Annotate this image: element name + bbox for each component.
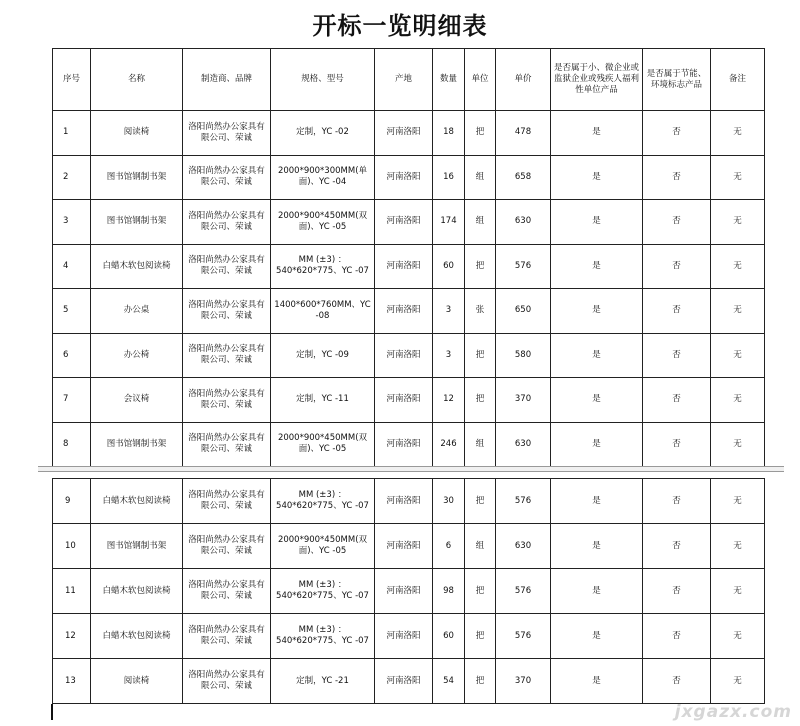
header-cell-green-product: 是否属于节能、环境标志产品 — [643, 49, 711, 111]
cell-no: 10 — [53, 524, 91, 569]
cell-unit: 组 — [465, 155, 496, 200]
cell-green-product: 否 — [643, 479, 711, 524]
cell-green-product: 否 — [643, 378, 711, 423]
cell-spec: 定制，YC -09 — [271, 333, 375, 378]
bid-table-part1 — [52, 48, 765, 467]
page-break-divider — [38, 466, 784, 472]
cell-price: 576 — [496, 244, 551, 289]
cell-unit: 把 — [465, 244, 496, 289]
cell-origin: 河南洛阳 — [375, 659, 433, 704]
cell-small-enterprise: 是 — [551, 479, 643, 524]
cell-maker: 洛阳尚然办公家具有限公司、荣诚 — [183, 378, 271, 423]
cell-note: 无 — [711, 155, 765, 200]
cell-maker: 洛阳尚然办公家具有限公司、荣诚 — [183, 569, 271, 614]
cell-small-enterprise: 是 — [551, 200, 643, 245]
cell-price: 630 — [496, 422, 551, 467]
cell-qty: 60 — [433, 244, 465, 289]
cell-no: 13 — [53, 659, 91, 704]
cell-qty: 3 — [433, 333, 465, 378]
cell-origin: 河南洛阳 — [375, 111, 433, 156]
cell-spec: 定制，YC -02 — [271, 111, 375, 156]
cell-price: 370 — [496, 659, 551, 704]
cell-qty: 12 — [433, 378, 465, 423]
cell-small-enterprise: 是 — [551, 289, 643, 334]
cell-no: 6 — [53, 333, 91, 378]
table-row — [53, 422, 765, 467]
cell-no: 5 — [53, 289, 91, 334]
cell-green-product: 否 — [643, 289, 711, 334]
header-cell-qty: 数量 — [433, 49, 465, 111]
cell-origin: 河南洛阳 — [375, 200, 433, 245]
cell-no: 9 — [53, 479, 91, 524]
cell-unit: 把 — [465, 614, 496, 659]
cell-spec: 定制，YC -21 — [271, 659, 375, 704]
cell-small-enterprise: 是 — [551, 422, 643, 467]
cell-note: 无 — [711, 378, 765, 423]
cell-small-enterprise: 是 — [551, 111, 643, 156]
cell-qty: 54 — [433, 659, 465, 704]
cell-price: 630 — [496, 200, 551, 245]
table-row — [53, 111, 765, 156]
cell-maker: 洛阳尚然办公家具有限公司、荣诚 — [183, 659, 271, 704]
cell-unit: 把 — [465, 659, 496, 704]
cell-qty: 6 — [433, 524, 465, 569]
cell-unit: 组 — [465, 422, 496, 467]
cell-note: 无 — [711, 333, 765, 378]
cell-origin: 河南洛阳 — [375, 378, 433, 423]
cell-spec: 1400*600*760MM、YC -08 — [271, 289, 375, 334]
cell-spec: 2000*900*450MM(双面)、YC -05 — [271, 200, 375, 245]
cell-price: 658 — [496, 155, 551, 200]
cell-origin: 河南洛阳 — [375, 333, 433, 378]
cell-maker: 洛阳尚然办公家具有限公司、荣诚 — [183, 479, 271, 524]
cell-name: 白蜡木软包阅读椅 — [91, 614, 183, 659]
table-row — [53, 479, 765, 524]
cell-green-product: 否 — [643, 524, 711, 569]
cell-price: 576 — [496, 479, 551, 524]
cell-price: 650 — [496, 289, 551, 334]
cell-maker: 洛阳尚然办公家具有限公司、荣诚 — [183, 155, 271, 200]
cell-price: 370 — [496, 378, 551, 423]
table-row — [53, 659, 765, 704]
cell-green-product: 否 — [643, 200, 711, 245]
cell-note: 无 — [711, 422, 765, 467]
header-cell-small-enterprise: 是否属于小、微企业或监狱企业或残疾人福利性单位产品 — [551, 49, 643, 111]
cell-name: 白蜡木软包阅读椅 — [91, 244, 183, 289]
cell-green-product: 否 — [643, 569, 711, 614]
cell-origin: 河南洛阳 — [375, 479, 433, 524]
cell-spec: 2000*900*450MM(双面)、YC -05 — [271, 524, 375, 569]
cell-spec: 2000*900*300MM(单面)、YC -04 — [271, 155, 375, 200]
table-row — [53, 155, 765, 200]
cell-name: 阅读椅 — [91, 111, 183, 156]
cell-unit: 把 — [465, 479, 496, 524]
cell-no: 12 — [53, 614, 91, 659]
cell-small-enterprise: 是 — [551, 333, 643, 378]
cell-no: 3 — [53, 200, 91, 245]
cell-note: 无 — [711, 244, 765, 289]
cell-small-enterprise: 是 — [551, 524, 643, 569]
cell-origin: 河南洛阳 — [375, 524, 433, 569]
cell-origin: 河南洛阳 — [375, 289, 433, 334]
cell-no: 2 — [53, 155, 91, 200]
cell-small-enterprise: 是 — [551, 378, 643, 423]
header-cell-no: 序号 — [53, 49, 91, 111]
cell-qty: 16 — [433, 155, 465, 200]
header-cell-spec: 规格、型号 — [271, 49, 375, 111]
cell-note: 无 — [711, 200, 765, 245]
cell-qty: 60 — [433, 614, 465, 659]
table-row — [53, 289, 765, 334]
cell-green-product: 否 — [643, 333, 711, 378]
cell-maker: 洛阳尚然办公家具有限公司、荣诚 — [183, 333, 271, 378]
cell-origin: 河南洛阳 — [375, 569, 433, 614]
cell-price: 576 — [496, 614, 551, 659]
cell-unit: 把 — [465, 111, 496, 156]
cell-green-product: 否 — [643, 155, 711, 200]
cell-small-enterprise: 是 — [551, 244, 643, 289]
cell-green-product: 否 — [643, 614, 711, 659]
header-cell-price: 单价 — [496, 49, 551, 111]
cell-name: 阅读椅 — [91, 659, 183, 704]
cell-spec: 定制，YC -11 — [271, 378, 375, 423]
cell-small-enterprise: 是 — [551, 569, 643, 614]
cell-name: 图书馆钢制书架 — [91, 200, 183, 245]
header-cell-origin: 产地 — [375, 49, 433, 111]
cell-spec: MM (±3) ：540*620*775、YC -07 — [271, 479, 375, 524]
cell-price: 478 — [496, 111, 551, 156]
cell-name: 图书馆钢制书架 — [91, 422, 183, 467]
cell-maker: 洛阳尚然办公家具有限公司、荣诚 — [183, 422, 271, 467]
cell-qty: 246 — [433, 422, 465, 467]
cell-qty: 174 — [433, 200, 465, 245]
header-cell-note: 备注 — [711, 49, 765, 111]
cell-price: 630 — [496, 524, 551, 569]
cell-unit: 组 — [465, 524, 496, 569]
table-row — [53, 200, 765, 245]
cell-qty: 3 — [433, 289, 465, 334]
cell-green-product: 否 — [643, 244, 711, 289]
cell-price: 580 — [496, 333, 551, 378]
cell-unit: 把 — [465, 378, 496, 423]
header-cell-maker: 制造商、品牌 — [183, 49, 271, 111]
cell-note: 无 — [711, 659, 765, 704]
cell-unit: 把 — [465, 569, 496, 614]
cell-small-enterprise: 是 — [551, 659, 643, 704]
cell-origin: 河南洛阳 — [375, 614, 433, 659]
page-title: 开标一览明细表 — [312, 12, 488, 40]
cell-no: 11 — [53, 569, 91, 614]
cell-qty: 30 — [433, 479, 465, 524]
table-row — [53, 333, 765, 378]
header-cell-unit: 单位 — [465, 49, 496, 111]
cell-maker: 洛阳尚然办公家具有限公司、荣诚 — [183, 111, 271, 156]
table-row — [53, 244, 765, 289]
cell-no: 8 — [53, 422, 91, 467]
cell-note: 无 — [711, 111, 765, 156]
cell-unit: 张 — [465, 289, 496, 334]
cell-spec: MM (±3) ：540*620*775、YC -07 — [271, 614, 375, 659]
cell-spec: MM (±3) ：540*620*775、YC -07 — [271, 244, 375, 289]
cell-small-enterprise: 是 — [551, 614, 643, 659]
cell-origin: 河南洛阳 — [375, 244, 433, 289]
cell-maker: 洛阳尚然办公家具有限公司、荣诚 — [183, 289, 271, 334]
cell-name: 白蜡木软包阅读椅 — [91, 569, 183, 614]
cell-no: 1 — [53, 111, 91, 156]
cell-spec: MM (±3) ：540*620*775、YC -07 — [271, 569, 375, 614]
cell-small-enterprise: 是 — [551, 155, 643, 200]
cell-name: 办公椅 — [91, 333, 183, 378]
cell-no: 7 — [53, 378, 91, 423]
cell-maker: 洛阳尚然办公家具有限公司、荣诚 — [183, 244, 271, 289]
cell-green-product: 否 — [643, 422, 711, 467]
table-header-row — [53, 49, 765, 111]
cell-origin: 河南洛阳 — [375, 422, 433, 467]
cell-maker: 洛阳尚然办公家具有限公司、荣诚 — [183, 614, 271, 659]
cell-unit: 组 — [465, 200, 496, 245]
cell-note: 无 — [711, 614, 765, 659]
header-cell-name: 名称 — [91, 49, 183, 111]
cell-origin: 河南洛阳 — [375, 155, 433, 200]
cell-no: 4 — [53, 244, 91, 289]
cell-name: 图书馆钢制书架 — [91, 524, 183, 569]
cell-qty: 18 — [433, 111, 465, 156]
table-row — [53, 524, 765, 569]
cell-note: 无 — [711, 479, 765, 524]
cell-note: 无 — [711, 289, 765, 334]
cell-name: 办公桌 — [91, 289, 183, 334]
table-row — [53, 378, 765, 423]
cell-unit: 把 — [465, 333, 496, 378]
bid-table-part2 — [52, 478, 765, 704]
cell-spec: 2000*900*450MM(双面)、YC -05 — [271, 422, 375, 467]
cell-note: 无 — [711, 524, 765, 569]
cell-price: 576 — [496, 569, 551, 614]
cell-green-product: 否 — [643, 111, 711, 156]
table-row — [53, 614, 765, 659]
cell-green-product: 否 — [643, 659, 711, 704]
cell-maker: 洛阳尚然办公家具有限公司、荣诚 — [183, 200, 271, 245]
cell-maker: 洛阳尚然办公家具有限公司、荣诚 — [183, 524, 271, 569]
cell-name: 会议椅 — [91, 378, 183, 423]
cell-note: 无 — [711, 569, 765, 614]
site-watermark: jxgazx.com — [674, 702, 792, 722]
table-row — [53, 569, 765, 614]
text-cursor — [51, 704, 53, 720]
cell-name: 白蜡木软包阅读椅 — [91, 479, 183, 524]
cell-name: 图书馆钢制书架 — [91, 155, 183, 200]
cell-qty: 98 — [433, 569, 465, 614]
